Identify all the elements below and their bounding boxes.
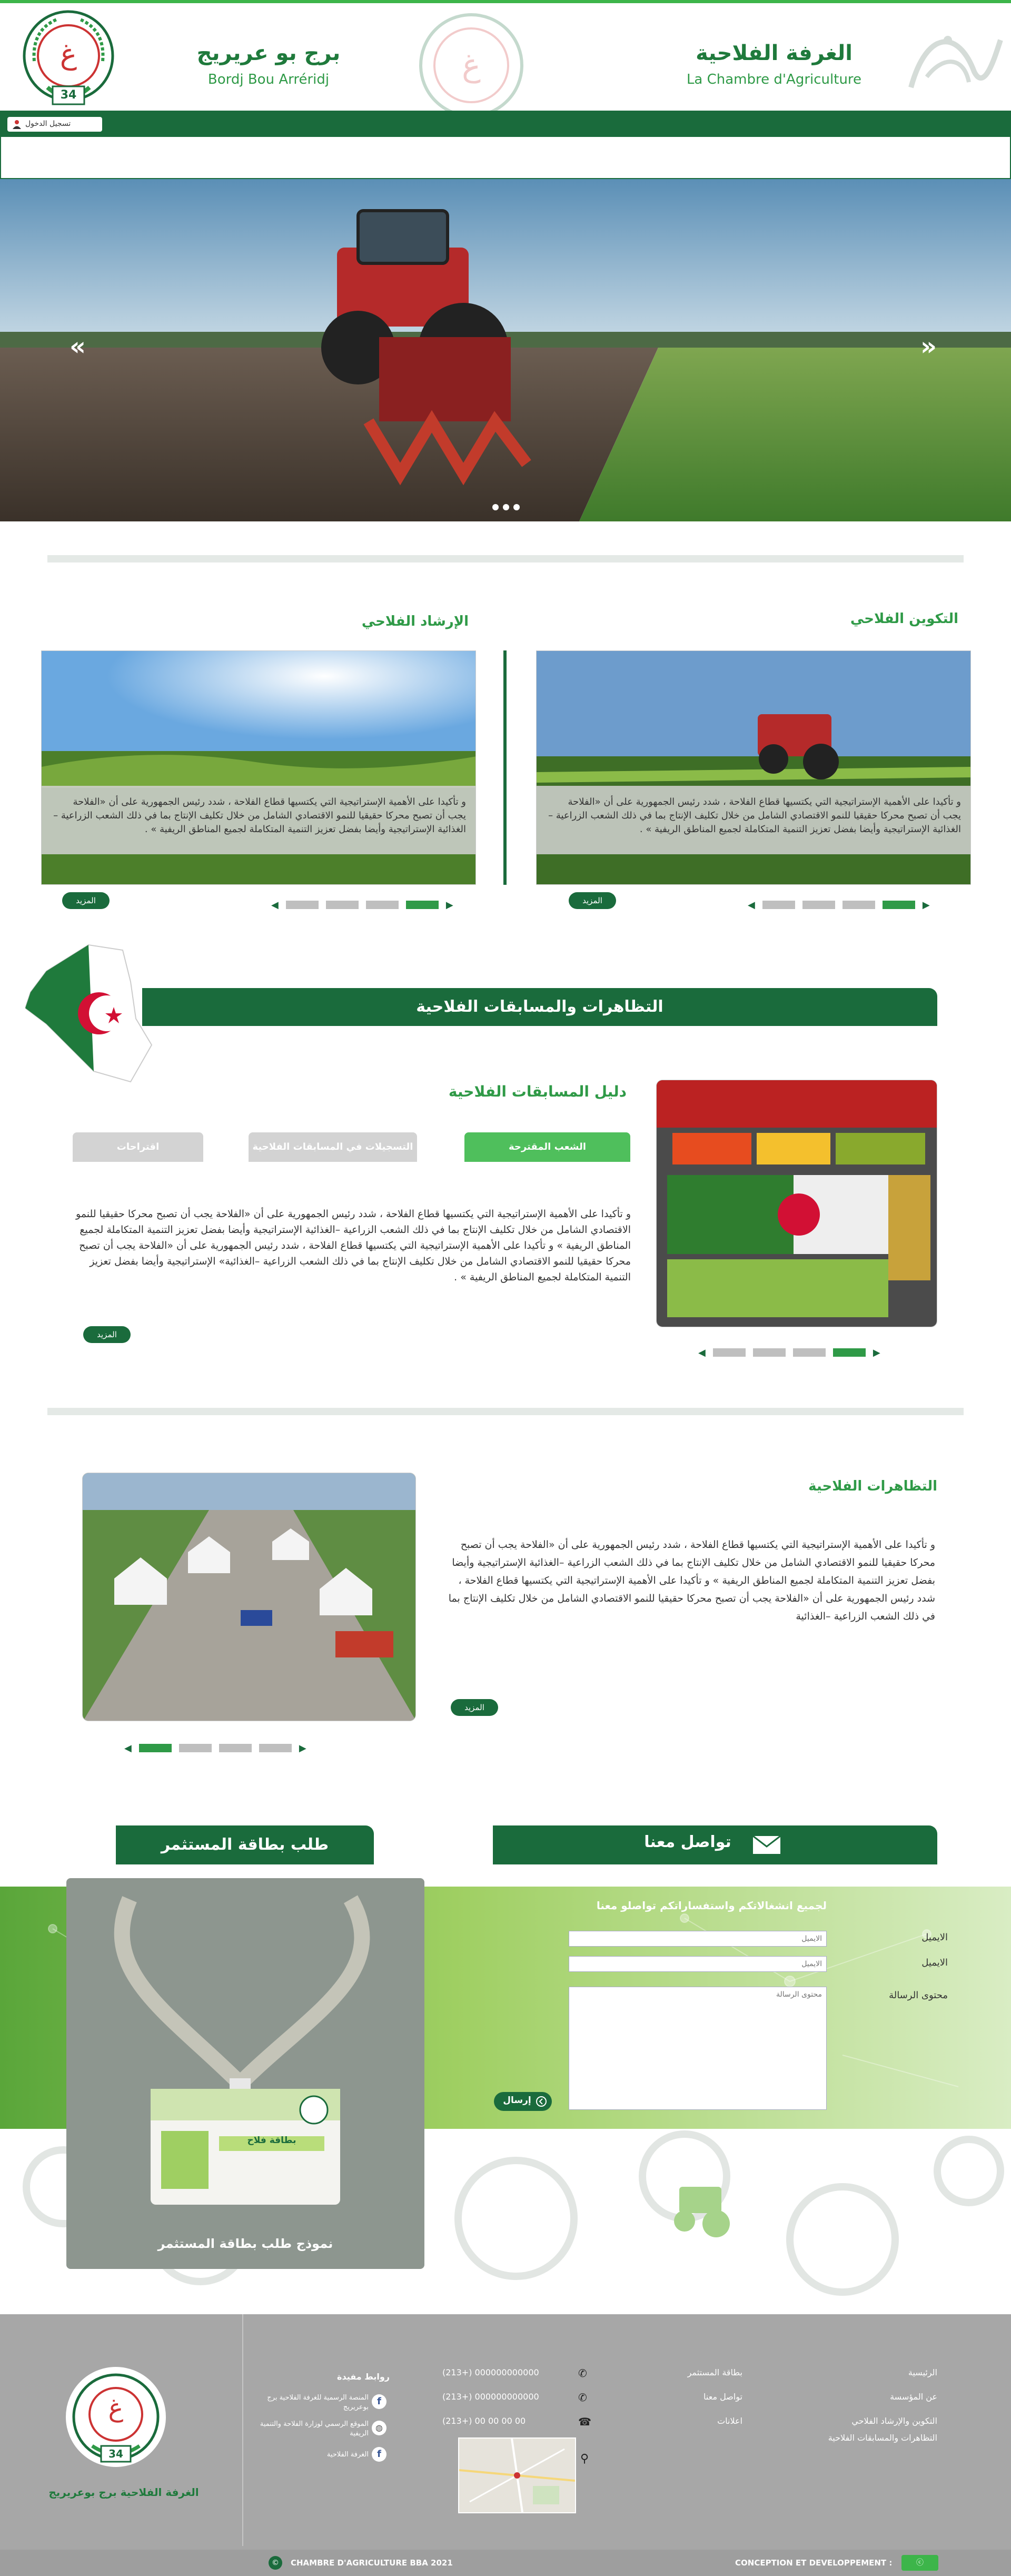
footer (0, 2314, 1011, 2576)
hero-dots[interactable] (492, 504, 524, 512)
email-input[interactable] (569, 1931, 827, 1947)
training-title: التكوين الفلاحي (850, 611, 958, 627)
email2-label: الايميل (921, 1957, 948, 1968)
pager-bar[interactable] (793, 1348, 826, 1357)
pager-bar[interactable] (843, 901, 875, 909)
column-divider (503, 650, 507, 885)
logo-letter-icon: غ (60, 37, 77, 71)
pager-bar[interactable] (219, 1744, 252, 1752)
send-label: إرسال (503, 2095, 531, 2106)
copyright-text: CHAMBRE D'AGRICULTURE BBA 2021 (291, 2558, 453, 2568)
training-more-button[interactable]: المزيد (569, 892, 616, 909)
useful-link[interactable]: الغرفة الفلاحية (326, 2451, 369, 2459)
footer-divider (242, 2314, 243, 2546)
algeria-map-icon (25, 940, 157, 1087)
tab-suggestions[interactable]: اقتراحات (73, 1132, 203, 1162)
badge-image (66, 1878, 424, 2269)
pager-bar-active[interactable] (833, 1348, 866, 1357)
email2-input[interactable] (569, 1956, 827, 1972)
footer-link[interactable]: الرئيسية (908, 2367, 937, 2377)
fair-pager[interactable] (124, 1742, 306, 1754)
events-more-button[interactable]: المزيد (83, 1326, 131, 1343)
facebook-icon[interactable]: f (372, 2394, 386, 2409)
contact-header-label: تواصل معنا (644, 1833, 731, 1851)
pager-bar[interactable] (179, 1744, 212, 1752)
tab-proposed-branches[interactable]: الشعب المقترحة (464, 1132, 630, 1162)
site-title-fr: La Chambre d'Agriculture (686, 72, 862, 87)
pager-bar[interactable] (366, 901, 399, 909)
pager-bar[interactable] (802, 901, 835, 909)
phone-icon: ✆ (578, 2367, 587, 2380)
phone-number[interactable]: (213+) 000000000000 (442, 2367, 539, 2377)
footer-link[interactable]: بطاقة المستثمر (687, 2367, 742, 2377)
fax-icon: ☎ (578, 2415, 591, 2428)
location-pin-icon: ⚲ (580, 2452, 589, 2465)
training-pager[interactable] (748, 899, 930, 911)
investor-caption: نموذج طلب بطاقة المستثمر (157, 2236, 333, 2251)
sub-navbar (0, 137, 1011, 179)
footer-logo[interactable] (63, 2367, 168, 2472)
investor-header: طلب بطاقة المستثمر (116, 1825, 374, 1864)
market-image (656, 1080, 937, 1327)
city-name-fr: Bordj Bou Arréridj (207, 72, 330, 87)
pager-bar-active[interactable] (883, 901, 915, 909)
events-banner: التظاهرات والمسابقات الفلاحية (142, 988, 937, 1026)
send-button[interactable] (494, 2092, 552, 2111)
training-text: و تأكيدا على الأهمية الإستراتيجية التي يكتسيها قطاع الفلاحة ، شدد رئيس الجمهورية على أن «الفلاحة يجب أن تصبح محركا حقيقيا للنمو الاقتصادي الشامل من خلال تكليف الإنتاج بما في ذلك الشعب الزراعية –الغذائية الإستراتيجية وأيضا بفضل تعزيز التنمية المتكاملة لجميع المناطق الريفية » . (537, 786, 971, 854)
envelope-icon (752, 1835, 781, 1855)
site-title-ar: الغرفة الفلاحية (696, 41, 853, 65)
guidance-title: الإرشاد الفلاحي (361, 614, 469, 629)
copyright-icon: © (269, 2556, 282, 2570)
demonstrations-text: و تأكيدا على الأهمية الإستراتيجية التي يكتسيها قطاع الفلاحة ، شدد رئيس الجمهورية على أن «الفلاحة يجب أن تصبح محركا حقيقيا للنمو الاقتصادي الشامل من خلال تكليف الإنتاج بما في ذلك الشعب الزراعية –الغذائية الإستراتيجية وأيضا بفضل تعزيز التنمية المتكاملة لجميع المناطق الريفية » و تأكيدا على الأهمية الإستراتيجية التي يكتسيها قطاع الفلاحة ، شدد رئيس الجمهورية على أن «الفلاحة يجب أن تصبح محركا حقيقيا للنمو الاقتصادي الشامل من خلال تكليف الإنتاج بما في ذلك الشعب الزراعية –الغذائية (448, 1539, 935, 1622)
contact-header (493, 1825, 937, 1864)
pager-bar[interactable] (713, 1348, 746, 1357)
message-label: محتوى الرسالة (889, 1990, 948, 2001)
pager-next-icon[interactable]: ▶ (873, 1347, 880, 1358)
useful-link[interactable]: المنصة الرسمية للغرفة الفلاحية برج بوعريريج (267, 2394, 369, 2411)
card-title: بطاقة فلاح (247, 2135, 296, 2146)
investor-card-panel[interactable] (66, 1878, 424, 2269)
footer-logo-caption: الغرفة الفلاحية برج بوعريريج (48, 2486, 199, 2499)
hero-dot[interactable] (503, 504, 509, 510)
demonstrations-title: التظاهرات الفلاحية (808, 1478, 937, 1494)
login-button[interactable] (7, 117, 102, 132)
pager-prev-icon[interactable]: ◀ (124, 1742, 132, 1754)
bottom-bar (0, 2550, 1011, 2576)
footer-link[interactable]: اعلانات (717, 2416, 742, 2426)
pager-bar[interactable] (753, 1348, 786, 1357)
market-pager[interactable] (698, 1346, 880, 1359)
training-card[interactable] (536, 650, 971, 885)
user-icon (12, 119, 22, 130)
hero-slider[interactable] (0, 179, 1011, 521)
email-label: الايميل (921, 1932, 948, 1943)
credit-text: CONCEPTION ET DEVELOPPEMENT : (735, 2558, 893, 2568)
pager-bar[interactable] (259, 1744, 292, 1752)
footer-link[interactable]: عن المؤسسة (890, 2392, 937, 2402)
pager-bar[interactable] (286, 901, 319, 909)
pager-bar-active[interactable] (406, 901, 439, 909)
site-header (0, 0, 1011, 111)
pager-prev-icon[interactable]: ◀ (698, 1347, 706, 1358)
message-textarea[interactable] (569, 1987, 827, 2110)
pager-next-icon[interactable]: ▶ (922, 899, 930, 911)
guidance-text: و تأكيدا على الأهمية الإستراتيجية التي يكتسيها قطاع الفلاحة ، شدد رئيس الجمهورية على أن «الفلاحة يجب أن تصبح محركا حقيقيا للنمو الاقتصادي الشامل من خلال تكليف الإنتاج بما في ذلك الشعب الزراعية –الغذائية الإستراتيجية وأيضا بفضل تعزيز التنمية المتكاملة لجميع المناطق الريفية » . (42, 786, 476, 854)
events-text: و تأكيدا على الأهمية الإستراتيجية التي يكتسيها قطاع الفلاحة ، شدد رئيس الجمهورية على أن «الفلاحة يجب أن تصبح محركا حقيقيا للنمو الاقتصادي الشامل من خلال تكليف الإنتاج بما في ذلك الشعب الزراعية –الغذائية الإستراتيجية وأيضا بفضل تعزيز التنمية المتكاملة لجميع المناطق الريفية » و تأكيدا على الأهمية الإستراتيجية التي يكتسيها قطاع الفلاحة ، شدد رئيس الجمهورية على أن «الفلاحة يجب أن تصبح محركا حقيقيا للنمو الاقتصادي الشامل من خلال تكليف الإنتاج بما في ذلك الشعب الزراعية –الغذائية» الإستراتيجية وأيضا بفضل تعزيز التنمية المتكاملة لجميع المناطق الريفية » . (76, 1208, 631, 1283)
pager-bar-active[interactable] (139, 1744, 172, 1752)
hero-dot[interactable] (513, 504, 520, 510)
pager-next-icon[interactable]: ▶ (445, 899, 453, 911)
tab-registrations[interactable]: التسجيلات في المسابقات الفلاحية (249, 1132, 417, 1162)
hero-prev-arrow-icon[interactable]: « (70, 332, 86, 361)
svg-text:غ: غ (462, 47, 481, 84)
navbar (0, 111, 1011, 137)
hero-dot[interactable] (492, 504, 499, 510)
calligraphy-watermark-icon (895, 8, 1006, 108)
section-divider (47, 555, 964, 562)
fair-image (82, 1473, 416, 1721)
pager-next-icon[interactable]: ▶ (299, 1742, 306, 1754)
guidance-card[interactable] (41, 650, 476, 885)
chamber-logo[interactable] (16, 8, 121, 111)
section-divider (47, 1408, 964, 1415)
footer-link[interactable]: التكوين والإرشاد الفلاحي (851, 2416, 937, 2426)
login-label: تسجيل الدخول (25, 120, 71, 128)
useful-links-title: روابط مفيدة (337, 2372, 390, 2382)
developer-brand[interactable]: ⓒ (901, 2555, 938, 2571)
competition-guide-title: دليل المسابقات الفلاحية (448, 1083, 627, 1100)
footer-link[interactable]: تواصل معنا (703, 2392, 742, 2402)
hero-tractor-image (0, 179, 1011, 521)
pager-bar[interactable] (762, 901, 795, 909)
send-arrow-icon (536, 2096, 547, 2107)
phone-icon: ✆ (578, 2391, 587, 2404)
city-name-ar: برج بو عريريج (196, 41, 341, 65)
globe-icon[interactable]: ◍ (372, 2421, 386, 2435)
hero-next-arrow-icon[interactable]: » (920, 332, 937, 361)
footer-logo-number: 34 (108, 2447, 123, 2460)
footer-logo-letter-icon: غ (108, 2393, 124, 2423)
location-map[interactable] (458, 2437, 576, 2513)
contact-intro: لجميع انشغالاتكم واستفساراتكم تواصلو معنا (596, 1899, 827, 1912)
phone-number[interactable]: (213+) 000000000000 (442, 2392, 539, 2402)
guidance-pager[interactable] (271, 899, 453, 911)
demonstrations-more-button[interactable]: المزيد (451, 1699, 498, 1716)
facebook-icon[interactable]: f (372, 2447, 386, 2462)
logo-number: 34 (60, 88, 77, 102)
pager-prev-icon[interactable]: ◀ (748, 899, 755, 911)
useful-link[interactable]: الموقع الرسمي لوزارة الفلاحة والتنمية الريفية (260, 2420, 369, 2437)
pager-prev-icon[interactable]: ◀ (271, 899, 279, 911)
footer-link[interactable]: التظاهرات والمسابقات الفلاحية (828, 2433, 937, 2443)
fax-number[interactable]: (213+) 00 00 00 00 (442, 2416, 526, 2426)
pager-bar[interactable] (326, 901, 359, 909)
guidance-more-button[interactable]: المزيد (62, 892, 110, 909)
